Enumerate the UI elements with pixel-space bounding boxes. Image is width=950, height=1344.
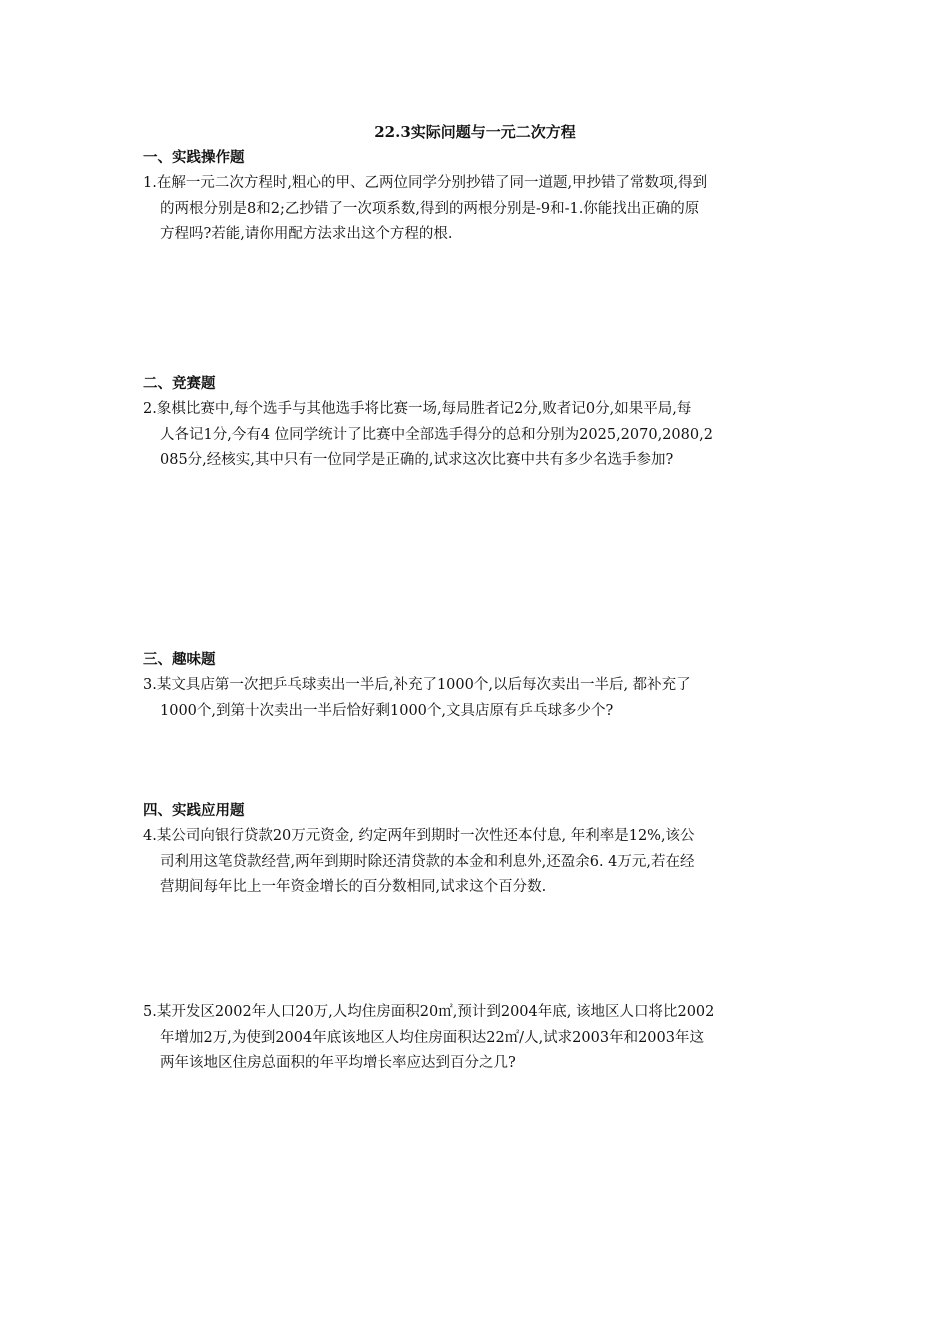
problem-4-line: 营期间每年比上一年资金增长的百分数相同,试求这个百分数. <box>160 879 547 895</box>
problem-1 <box>143 171 811 248</box>
problem-5 <box>143 1000 811 1077</box>
section-heading-fun: 三、趣味题 <box>143 652 216 668</box>
section-heading-practice: 一、实践操作题 <box>143 150 245 166</box>
problem-5-line: 5.某开发区2002年人口20万,人均住房面积20㎡,预计到2004年底, 该地区人口将比2002 <box>143 1004 715 1020</box>
problem-4 <box>143 824 811 901</box>
problem-1-line: 的两根分别是8和2;乙抄错了一次项系数,得到的两根分别是-9和-1.你能找出正确的原 <box>160 200 700 217</box>
problem-2-line: 2.象棋比赛中,每个选手与其他选手将比赛一场,每局胜者记2分,败者记0分,如果平局,每 <box>143 401 692 417</box>
problem-3-line: 3.某文具店第一次把乒乓球卖出一半后,补充了1000个,以后每次卖出一半后, 都补充了 <box>143 677 691 693</box>
problem-2 <box>143 397 811 474</box>
problem-4-line: 司利用这笔贷款经营,两年到期时除还清贷款的本金和利息外,还盈余6. 4万元,若在经 <box>160 853 695 870</box>
problem-5-line: 两年该地区住房总面积的年平均增长率应达到百分之几? <box>160 1055 516 1071</box>
problem-2-line: 人各记1分,今有4 位同学统计了比赛中全部选手得分的总和分别为2025,2070,2080,2 <box>160 426 713 443</box>
problem-1-line: 方程吗?若能,请你用配方法求出这个方程的根. <box>160 226 453 242</box>
problem-5-line: 年增加2万,为使到2004年底该地区人均住房面积达22㎡/人,试求2003年和2003年这 <box>160 1029 704 1046</box>
problem-4-line: 4.某公司向银行贷款20万元资金, 约定两年到期时一次性还本付息, 年利率是12%,该公 <box>143 828 695 844</box>
section-heading-competition: 二、竞赛题 <box>143 376 216 392</box>
section-heading-application: 四、实践应用题 <box>143 803 245 819</box>
problem-2-line: 085分,经核实,其中只有一位同学是正确的,试求这次比赛中共有多少名选手参加? <box>160 452 674 468</box>
problem-3-line: 1000个,到第十次卖出一半后恰好剩1000个,文具店原有乒乓球多少个? <box>160 702 614 719</box>
problem-3 <box>143 673 811 724</box>
problem-1-line: 1.在解一元二次方程时,粗心的甲、乙两位同学分别抄错了同一道题,甲抄错了常数项,得到 <box>143 175 708 191</box>
page-title: 22.3实际问题与一元二次方程 <box>374 123 576 141</box>
